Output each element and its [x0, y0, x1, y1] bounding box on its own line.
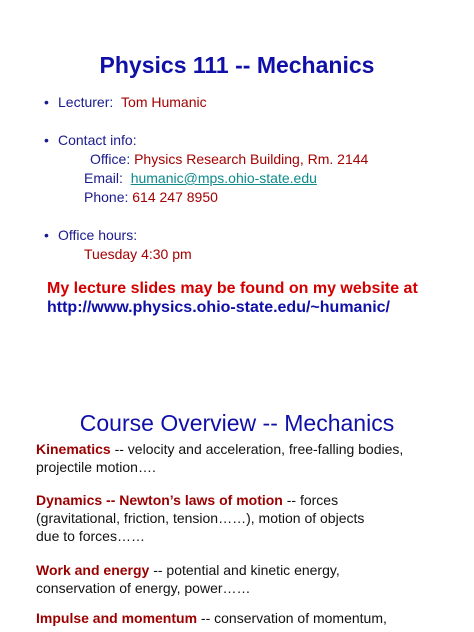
website-notice: My lecture slides may be found on my website at [47, 280, 418, 297]
work-line1: Work and energy -- potential and kinetic energy, [36, 562, 340, 578]
lecturer-label: Lecturer: [58, 94, 114, 110]
slide-course-overview [0, 392, 474, 632]
lecturer-name: Tom Humanic [121, 94, 207, 110]
dynamics-line2: (gravitational, friction, tension……), motion of objects [36, 510, 365, 526]
hours-label: Office hours: [58, 227, 138, 243]
email-line: Email: humanic@mps.ohio-state.edu [84, 170, 317, 186]
hours-value: Tuesday 4:30 pm [84, 246, 192, 262]
dynamics-line1: Dynamics -- Newton’s laws of motion -- forces [36, 492, 339, 508]
contact-item: • Contact info: [44, 132, 137, 148]
work-line2: conservation of energy, power…… [36, 580, 251, 596]
website-url[interactable]: http://www.physics.ohio-state.edu/~humanic/ [47, 299, 390, 316]
email-link[interactable]: humanic@mps.ohio-state.edu [130, 170, 317, 186]
dynamics-line3: due to forces…… [36, 528, 145, 544]
phone-line: Phone: 614 247 8950 [84, 189, 218, 205]
slide-title: Physics 111 -- Mechanics [99, 52, 375, 78]
hours-item: • Office hours: [44, 227, 138, 243]
kinematics-line1: Kinematics -- velocity and acceleration, free-falling bodies, [36, 441, 404, 457]
contact-label: Contact info: [58, 132, 137, 148]
impulse-line1: Impulse and momentum -- conservation of momentum, [36, 610, 387, 626]
kinematics-line2: projectile motion…. [36, 459, 156, 475]
overview-title: Course Overview -- Mechanics [79, 410, 395, 436]
office-line: Office: Physics Research Building, Rm. 2144 [90, 151, 369, 167]
lecturer-item: • Lecturer: Tom Humanic [44, 94, 207, 110]
